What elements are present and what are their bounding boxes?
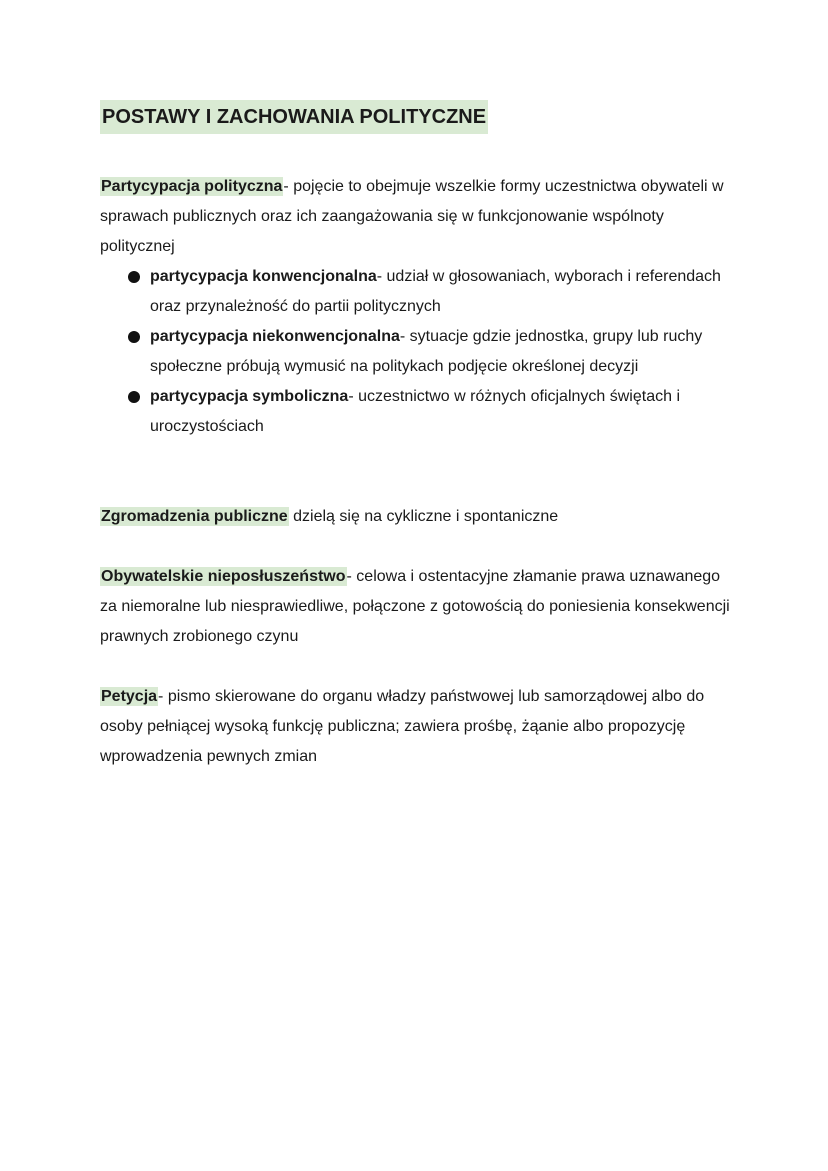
bullet-icon	[128, 271, 140, 283]
term-partycypacja-polityczna: Partycypacja polityczna	[101, 178, 283, 195]
page-title: POSTAWY I ZACHOWANIA POLITYCZNE	[100, 100, 488, 134]
list-item	[100, 322, 730, 382]
definition-symboliczna: - uczestnictwo w różnych oficjalnych świętach i uroczystościach	[150, 388, 680, 435]
paragraph-partycypacja	[100, 172, 730, 262]
bullet-icon	[128, 391, 140, 403]
term-niekonwencjonalna: partycypacja niekonwencjonalna	[150, 328, 400, 345]
paragraph-zgromadzenia	[100, 502, 730, 532]
paragraph-nieposluszenstwo	[100, 562, 730, 652]
paragraph-petycja	[100, 682, 730, 772]
list-item	[100, 382, 730, 442]
definition-niekonwencjonalna: - sytuacje gdzie jednostka, grupy lub ruchy społeczne próbują wymusić na politykach podjęcie określonej decyzji	[150, 328, 703, 375]
definition-konwencjonalna: - udział w głosowaniach, wyborach i referendach oraz przynależność do partii politycznych	[150, 268, 721, 315]
term-obywatelskie-nieposluszenstwo: Obywatelskie nieposłuszeństwo	[101, 568, 346, 585]
list-item	[100, 262, 730, 322]
bullet-icon	[128, 331, 140, 343]
definition-partycypacja-polityczna: - pojęcie to obejmuje wszelkie formy uczestnictwa obywateli w sprawach publicznych oraz ich zaangażowania się w funkcjonowanie wspólnoty politycznej	[100, 178, 724, 255]
term-symboliczna: partycypacja symboliczna	[150, 388, 349, 405]
term-petycja: Petycja	[101, 688, 158, 705]
definition-zgromadzenia-publiczne: dzielą się na cykliczne i spontaniczne	[288, 508, 559, 525]
definition-obywatelskie-nieposluszenstwo: - celowa i ostentacyjne złamanie prawa uznawanego za niemoralne lub niesprawiedliwe, połączone z gotowością do poniesienia konsekwencji prawnych zrobionego czynu	[100, 568, 730, 645]
participation-types-list	[100, 262, 730, 442]
term-zgromadzenia-publiczne: Zgromadzenia publiczne	[101, 508, 288, 525]
term-konwencjonalna: partycypacja konwencjonalna	[150, 268, 377, 285]
definition-petycja: - pismo skierowane do organu władzy państwowej lub samorządowej albo do osoby pełniącej wysoką funkcję publiczna; zawiera prośbę, żąanie albo propozycję wprowadzenia pewnych zmian	[100, 688, 705, 765]
